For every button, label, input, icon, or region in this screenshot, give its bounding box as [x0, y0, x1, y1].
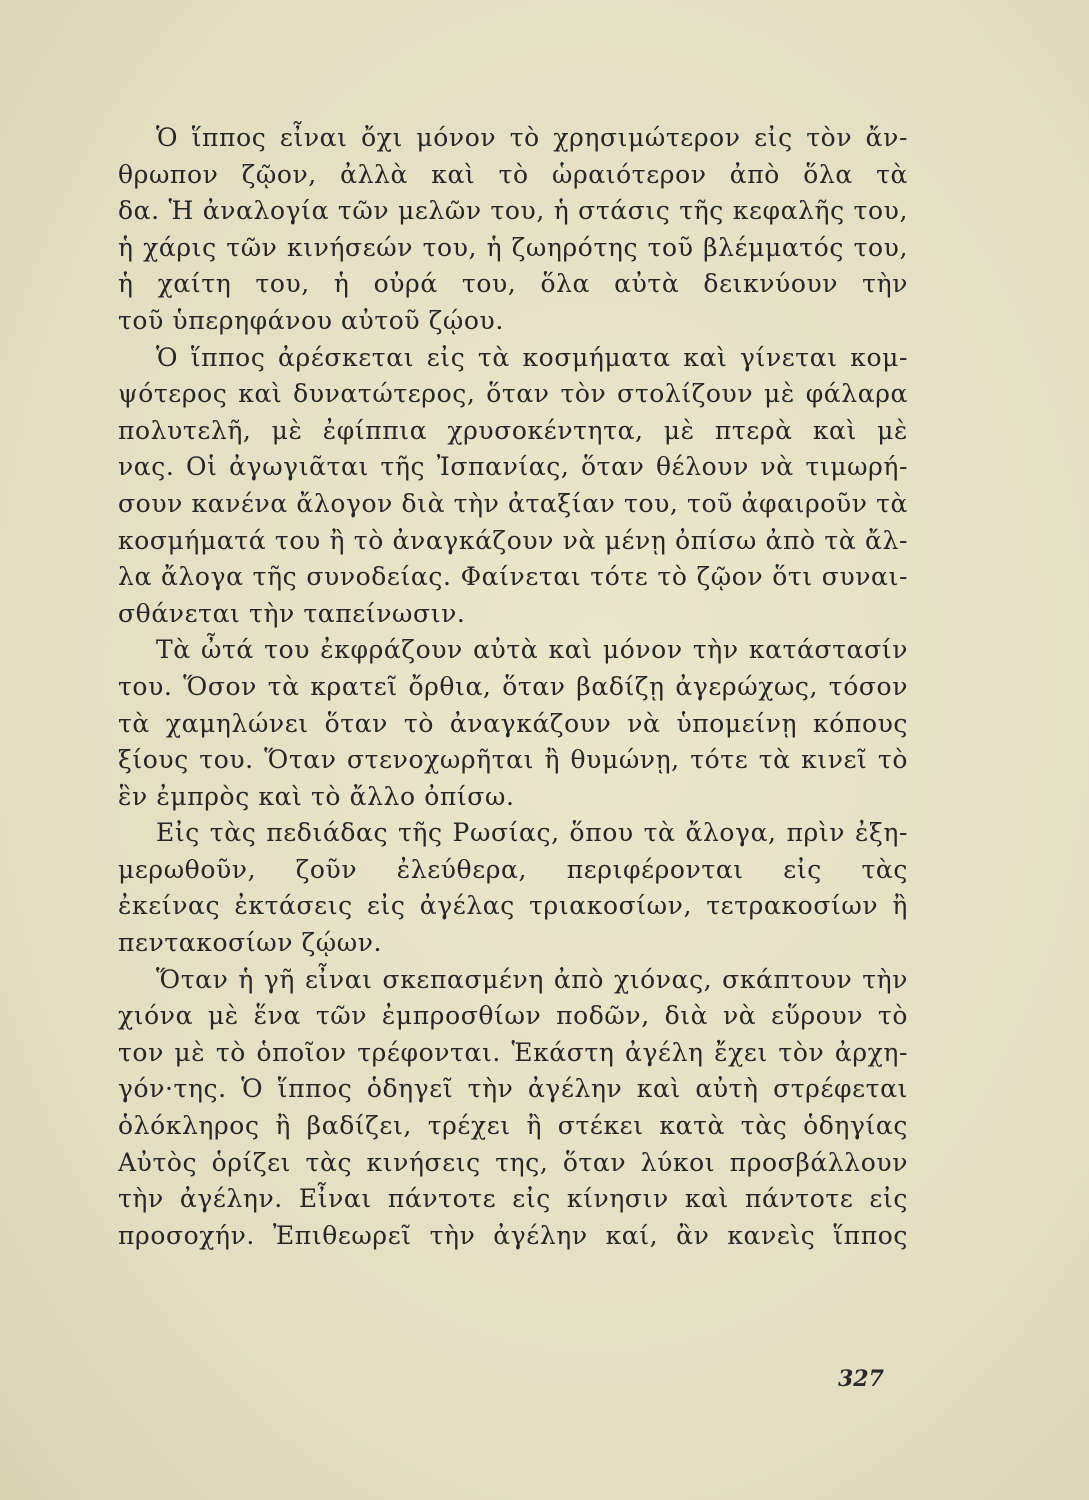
text-line: ἓν ἐμπρὸς καὶ τὸ ἄλλο ὀπίσω.: [118, 781, 515, 811]
text-line: του. Ὅσον τὰ κρατεῖ ὄρθια, ὅταν βαδίζῃ ἀγερώχως, τόσον: [118, 671, 908, 701]
text-line: Ὁ ἵππος ἀρέσκεται εἰς τὰ κοσμήματα καὶ γίνεται κομ-: [156, 342, 908, 372]
text-line: Ὅταν ἡ γῆ εἶναι σκεπασμένη ἀπὸ χιόνας, σκάπτουν τὴν: [156, 964, 908, 994]
page-number: 327: [838, 1366, 884, 1392]
text-line: λα ἄλογα τῆς συνοδείας. Φαίνεται τότε τὸ ζῷον ὅτι συναι-: [118, 562, 908, 592]
text-line: ἡ χάρις τῶν κινήσεών του, ἡ ζωηρότης τοῦ βλέμματός του,: [118, 232, 908, 262]
paragraph: [118, 815, 908, 961]
text-line: χιόνα μὲ ἕνα τῶν ἐμπροσθίων ποδῶν, διὰ νὰ εὕρουν τὸ: [118, 1001, 908, 1031]
text-line: ἡ χαίτη του, ἡ οὐρά του, ὅλα αὐτὰ δεικνύουν τὴν: [118, 269, 908, 299]
text-line: ψότερος καὶ δυνατώτερος, ὅταν τὸν στολίζουν μὲ φάλαρα: [118, 379, 908, 409]
text-line: Εἰς τὰς πεδιάδας τῆς Ρωσίας, ὅπου τὰ ἄλογα, πρὶν ἐξη-: [156, 818, 908, 848]
text-line: σθάνεται τὴν ταπείνωσιν.: [118, 598, 466, 628]
text-line: τὴν ἀγέλην. Εἶναι πάντοτε εἰς κίνησιν καὶ πάντοτε εἰς: [118, 1184, 908, 1214]
text-line: μερωθοῦν, ζοῦν ἐλεύθερα, περιφέρονται εἰς τὰς: [118, 854, 908, 884]
body-text: [118, 120, 908, 1254]
text-line: τον μὲ τὸ ὁποῖον τρέφονται. Ἑκάστη ἀγέλη ἔχει τὸν ἀρχη-: [118, 1037, 908, 1067]
text-line: θρωπον ζῷον, ἀλλὰ καὶ τὸ ὡραιότερον ἀπὸ ὅλα τὰ: [118, 159, 908, 189]
text-line: πεντακοσίων ζῴων.: [118, 928, 383, 958]
text-line: ξίους του. Ὅταν στενοχωρῆται ἢ θυμώνῃ, τότε τὰ κινεῖ τὸ: [118, 745, 908, 775]
text-line: τὰ χαμηλώνει ὅταν τὸ ἀναγκάζουν νὰ ὑπομείνῃ κόπους: [118, 708, 908, 738]
text-line: ἐκείνας ἐκτάσεις εἰς ἀγέλας τριακοσίων, τετρακοσίων ἢ: [118, 891, 908, 921]
text-line: γόν·της. Ὁ ἵππος ὁδηγεῖ τὴν ἀγέλην καὶ αὐτὴ στρέφεται: [118, 1074, 908, 1104]
paragraph: [118, 340, 908, 633]
paragraph: [118, 632, 908, 815]
text-line: ὁλόκληρος ἢ βαδίζει, τρέχει ἢ στέκει κατὰ τὰς ὁδηγίας: [118, 1111, 908, 1141]
text-line: πολυτελῆ, μὲ ἐφίππια χρυσοκέντητα, μὲ πτερὰ καὶ μὲ: [118, 415, 908, 445]
text-line: προσοχήν. Ἐπιθεωρεῖ τὴν ἀγέλην καί, ἂν κανεὶς ἵππος: [118, 1220, 908, 1250]
text-line: τοῦ ὑπερηφάνου αὐτοῦ ζῴου.: [118, 305, 504, 335]
paragraph: [118, 962, 908, 1255]
text-line: Αὐτὸς ὁρίζει τὰς κινήσεις της, ὅταν λύκοι προσβάλλουν: [118, 1147, 908, 1177]
paragraph: [118, 120, 908, 340]
text-line: Ὁ ἵππος εἶναι ὄχι μόνον τὸ χρησιμώτερον εἰς τὸν ἄν-: [156, 123, 908, 152]
text-line: κοσμήματά του ἢ τὸ ἀναγκάζουν νὰ μένῃ ὀπίσω ἀπὸ τὰ ἄλ-: [118, 525, 908, 555]
text-line: νας. Οἱ ἀγωγιᾶται τῆς Ἰσπανίας, ὅταν θέλουν νὰ τιμωρή-: [118, 452, 908, 482]
text-line: δα. Ἡ ἀναλογία τῶν μελῶν του, ἡ στάσις τῆς κεφαλῆς του,: [118, 196, 908, 226]
text-line: Τὰ ὦτά του ἐκφράζουν αὐτὰ καὶ μόνον τὴν κατάστασίν: [156, 635, 908, 665]
text-line: σουν κανένα ἄλογον διὰ τὴν ἀταξίαν του, τοῦ ἀφαιροῦν τὰ: [118, 488, 908, 518]
